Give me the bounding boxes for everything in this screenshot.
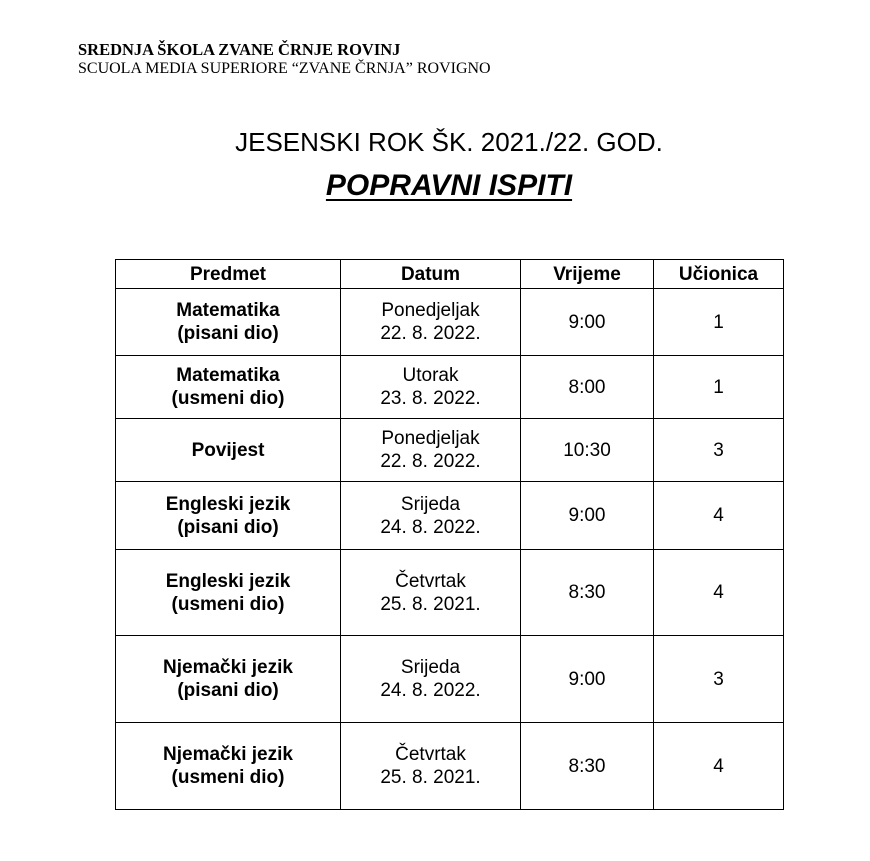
subject-part: (usmeni dio) [171, 388, 285, 409]
subject-cell [116, 289, 341, 356]
date-cell [341, 419, 521, 482]
room-cell: 3 [654, 419, 784, 482]
column-header-subject: Predmet [116, 260, 341, 289]
exam-date: 22. 8. 2022. [380, 451, 481, 472]
table-row [116, 482, 784, 550]
table-row [116, 356, 784, 419]
time-cell: 8:30 [521, 723, 654, 810]
table-row [116, 550, 784, 636]
room-cell: 1 [654, 356, 784, 419]
subject-name: Matematika [176, 300, 280, 321]
subject-part: (usmeni dio) [171, 593, 285, 615]
subject-cell [116, 550, 341, 636]
exam-date: 25. 8. 2021. [380, 593, 481, 615]
subject-part: (usmeni dio) [171, 767, 285, 788]
subject-name: Engleski jezik [165, 570, 291, 592]
date-cell [341, 482, 521, 550]
exam-day: Četvrtak [395, 744, 466, 765]
exam-day: Srijeda [400, 493, 461, 515]
exam-date: 25. 8. 2021. [380, 767, 481, 788]
table-row [116, 419, 784, 482]
time-cell: 10:30 [521, 419, 654, 482]
subject-cell [116, 723, 341, 810]
subject-cell [116, 356, 341, 419]
room-cell: 1 [654, 289, 784, 356]
date-cell [341, 636, 521, 723]
subject-cell [116, 482, 341, 550]
exam-day: Ponedjeljak [381, 428, 480, 449]
room-cell: 4 [654, 723, 784, 810]
date-cell [341, 723, 521, 810]
subject-name: Njemački jezik [163, 744, 293, 765]
table-row [116, 289, 784, 356]
date-cell [341, 356, 521, 419]
exam-day: Srijeda [400, 657, 461, 678]
time-cell: 8:00 [521, 356, 654, 419]
exam-date: 23. 8. 2022. [380, 388, 481, 409]
exam-schedule-table [115, 259, 784, 810]
subject-name: Engleski jezik [165, 493, 291, 515]
exam-date: 24. 8. 2022. [380, 680, 481, 701]
subject-cell [116, 419, 341, 482]
time-cell: 9:00 [521, 289, 654, 356]
exam-day: Četvrtak [395, 570, 466, 592]
time-cell: 8:30 [521, 550, 654, 636]
document-subtitle: POPRAVNI ISPITI [325, 169, 573, 202]
subject-name: Povijest [191, 439, 265, 461]
date-cell [341, 550, 521, 636]
school-header [78, 40, 491, 78]
document-title: JESENSKI ROK ŠK. 2021./22. GOD. [235, 127, 663, 157]
room-cell: 3 [654, 636, 784, 723]
column-header-date: Datum [341, 260, 521, 289]
table-row [116, 723, 784, 810]
column-header-room: Učionica [654, 260, 784, 289]
subject-part: (pisani dio) [177, 323, 279, 344]
school-name-croatian: SREDNJA ŠKOLA ZVANE ČRNJE ROVINJ [78, 40, 401, 59]
exam-date: 22. 8. 2022. [380, 323, 481, 344]
room-cell: 4 [654, 482, 784, 550]
table-header-row [116, 260, 784, 289]
subject-name: Matematika [176, 365, 280, 386]
subject-cell [116, 636, 341, 723]
exam-date: 24. 8. 2022. [380, 516, 481, 538]
school-name-italian: SCUOLA MEDIA SUPERIORE “ZVANE ČRNJA” ROVIGNO [78, 60, 491, 77]
table-row [116, 636, 784, 723]
subject-part: (pisani dio) [177, 680, 279, 701]
column-header-time: Vrijeme [521, 260, 654, 289]
subject-name: Njemački jezik [163, 657, 293, 678]
exam-day: Ponedjeljak [381, 300, 480, 321]
room-cell: 4 [654, 550, 784, 636]
date-cell [341, 289, 521, 356]
time-cell: 9:00 [521, 482, 654, 550]
time-cell: 9:00 [521, 636, 654, 723]
exam-day: Utorak [402, 365, 459, 386]
subject-part: (pisani dio) [177, 516, 279, 538]
